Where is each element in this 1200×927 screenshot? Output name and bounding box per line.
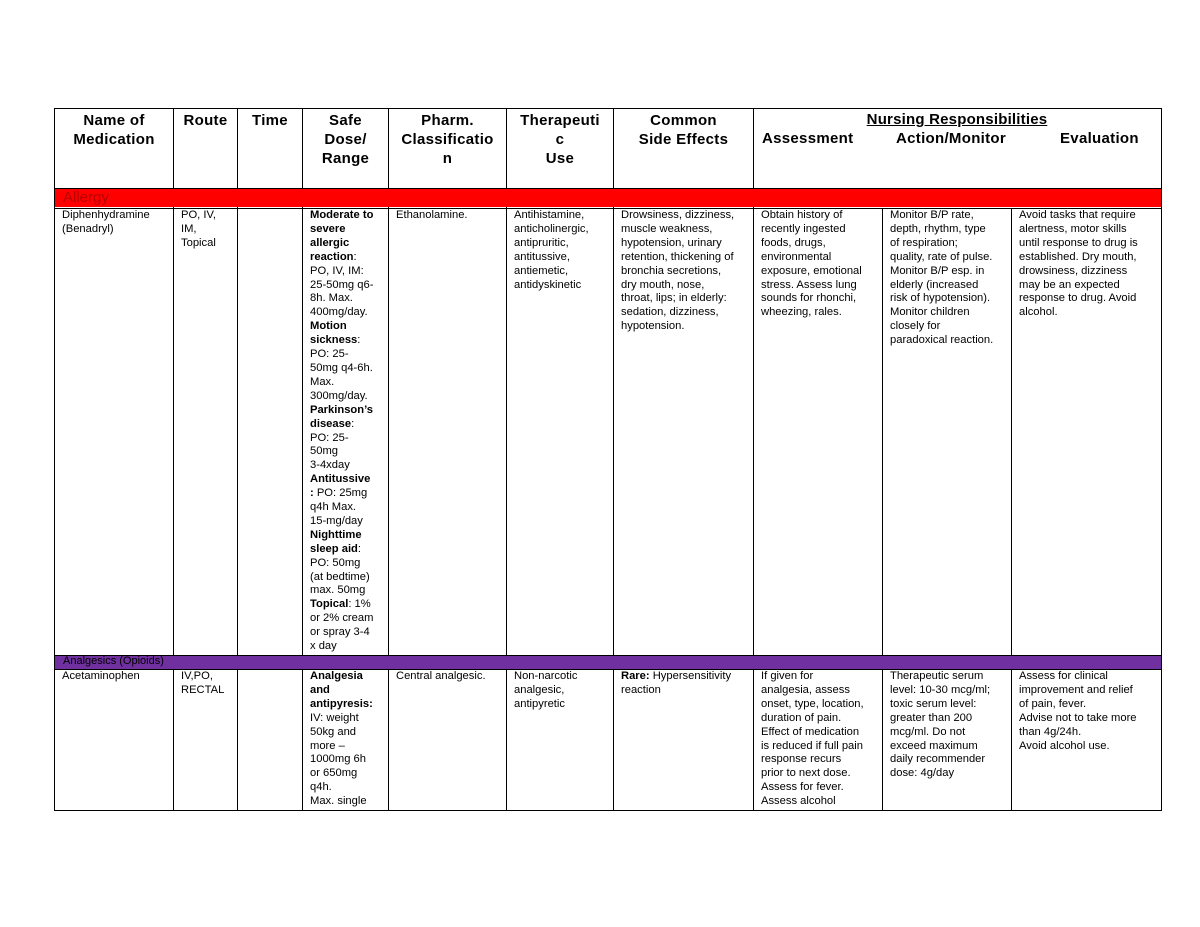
dose-indication-label: Nighttime sleep aid: [310, 528, 362, 555]
dose-detail-text: PO: 25mg q4h Max. 15-mg/day: [310, 487, 368, 527]
row2-side-effects: [621, 670, 752, 698]
col-divider: [302, 108, 303, 811]
row2-dose: [310, 670, 388, 810]
row1-assessment: Obtain history of recently ingested foods, drugs, environmental exposure, emotional stress. Assess lung sounds for rhonchi, wheezing, rales.: [761, 209, 862, 319]
dose-detail-text: IV: weight 50kg and more – 1000mg 6h or 650mg q4h. Max. single: [310, 711, 367, 808]
section-label: Analgesics (Opioids): [63, 655, 164, 667]
col-divider: [1011, 208, 1012, 811]
row2-route: IV,PO, RECTAL: [181, 670, 225, 696]
header-assessment: Assessment: [762, 130, 854, 147]
header-dose: Safe Dose/ Range: [321, 112, 370, 167]
header-route: Route: [183, 112, 228, 129]
dose-indication-label: Moderate to severe allergic reaction: [310, 209, 374, 263]
row1-evaluation: Avoid tasks that require alertness, motor skills until response to drug is established. Dry mouth, drowsiness, dizziness may be an expected response to drug. Avoid alcohol.: [1019, 209, 1138, 319]
row1-action-monitor: Monitor B/P rate, depth, rhythm, type of respiration; quality, rate of pulse. Monitor B/P esp. in elderly (increased risk of hypotension). Monitor children closely for paradoxical reaction.: [890, 209, 994, 347]
section-label: Allergy: [63, 189, 109, 206]
dose-detail-text: : PO: 25- 50mg q4-6h. Max. 300mg/day.: [310, 334, 373, 402]
row2-side-text: Hypersensitivity reaction: [621, 670, 732, 696]
dose-detail-text: : 1% or 2% cream or spray 3-4 x day: [310, 598, 374, 653]
header-side-effects: Common Side Effects: [638, 112, 729, 148]
section-band-opioids: [55, 656, 1161, 669]
col-divider: [506, 108, 507, 811]
col-divider: [237, 108, 238, 811]
row2-name: Acetaminophen: [62, 670, 140, 682]
row2-side-rare-label: Rare:: [621, 670, 650, 682]
header-action-monitor: Action/Monitor: [896, 130, 1007, 147]
col-divider: [753, 108, 754, 811]
row1-name: Diphenhydramine (Benadryl): [62, 209, 150, 235]
dose-indication-label: Antitussive :: [310, 473, 371, 500]
row2-assessment: If given for analgesia, assess onset, type, location, duration of pain. Effect of medication is reduced if full pain response recurs prior to next dose. Assess for fever. Assess alcohol: [761, 670, 864, 808]
row2-evaluation: Assess for clinical improvement and relief of pain, fever. Advise not to take more than 4g/24h. Avoid alcohol use.: [1019, 670, 1137, 752]
header-evaluation: Evaluation: [1060, 130, 1139, 147]
col-divider: [882, 208, 883, 811]
dose-detail-text: : PO, IV, IM: 25-50mg q6- 8h. Max. 400mg/day.: [310, 250, 374, 319]
header-pharm: Pharm. Classificatio n: [401, 112, 494, 167]
dose-indication-label: Parkinson’s disease: [310, 403, 374, 430]
col-divider: [173, 108, 174, 811]
row2-therapeutic: Non-narcotic analgesic, antipyretic: [514, 670, 578, 710]
dose-detail-text: : PO: 50mg (at bedtime) max. 50mg: [310, 542, 370, 597]
row2-pharm: Central analgesic.: [396, 670, 486, 682]
header-time: Time: [252, 112, 288, 129]
header-name: Name of Medication: [73, 112, 155, 148]
header-therapeutic: Therapeuti c Use: [520, 112, 600, 167]
col-divider: [613, 108, 614, 811]
row1-side-effects: Drowsiness, dizziness, muscle weakness, hypotension, urinary retention, thickening of bronchia secretions, dry mouth, nose, throat, lips; in elderly: sedation, dizziness, hypotension.: [621, 209, 735, 333]
dose-detail-text: : PO: 25- 50mg 3-4xday: [310, 417, 355, 472]
section-band-allergy: [55, 189, 1161, 207]
dose-indication-label: Topical: [310, 598, 349, 611]
header-nursing-responsibilities: Nursing Responsibilities: [866, 111, 1048, 128]
col-divider: [388, 108, 389, 811]
dose-indication-label: Analgesia and antipyresis:: [310, 670, 373, 710]
row2-action-monitor: Therapeutic serum level: 10-30 mcg/ml; toxic serum level: greater than 200 mcg/ml. Do not exceed maximum daily recommender dose: 4g/day: [890, 670, 991, 780]
row1-therapeutic: Antihistamine, anticholinergic, antipruritic, antitussive, antiemetic, antidyskinetic: [514, 209, 589, 291]
row1-route: PO, IV, IM, Topical: [181, 209, 217, 249]
row1-pharm: Ethanolamine.: [396, 209, 468, 221]
row1-dose: [310, 209, 388, 654]
dose-indication-label: Motion sickness: [310, 320, 358, 347]
